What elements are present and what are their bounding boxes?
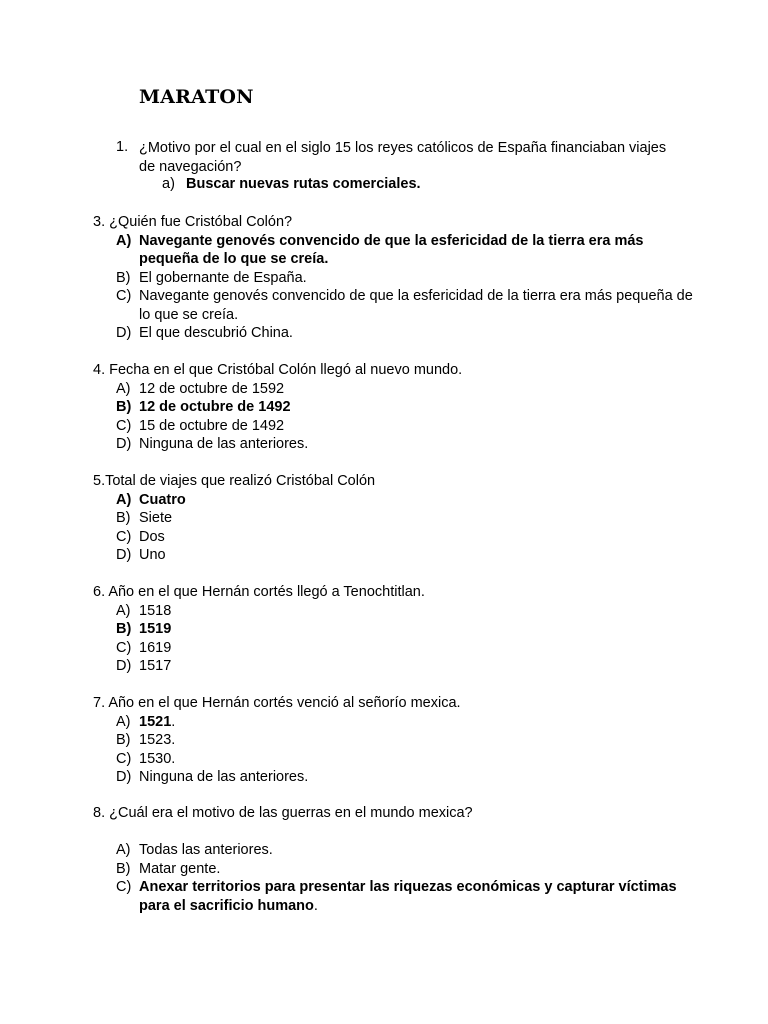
option-letter: B) — [116, 510, 131, 526]
question-7-option-d — [93, 768, 693, 787]
option-text: El gobernante de España. — [139, 269, 307, 286]
question-4-option-d — [93, 435, 693, 454]
option-letter: A) — [116, 380, 131, 397]
question-4-text: 4. Fecha en el que Cristóbal Colón llegó al nuevo mundo. — [93, 362, 463, 378]
option-text: Buscar nuevas rutas comerciales. — [186, 176, 421, 192]
option-letter: D) — [116, 658, 132, 674]
question-3-option-c — [93, 287, 693, 324]
option-text: Ninguna de las anteriores. — [139, 769, 309, 785]
option-text: 1523. — [139, 732, 176, 748]
question-3-option-b — [93, 269, 693, 288]
option-suffix: . — [313, 897, 318, 914]
question-7-option-b — [93, 731, 693, 750]
option-letter: C) — [116, 639, 132, 656]
question-8-text: 8. ¿Cuál era el motivo de las guerras en el mundo mexica? — [93, 805, 473, 821]
question-5-text: 5.Total de viajes que realizó Cristóbal Colón — [93, 473, 376, 489]
option-letter: B) — [116, 399, 132, 415]
option-suffix: . — [171, 713, 176, 730]
question-7 — [93, 694, 693, 787]
option-text: Dos — [139, 528, 165, 545]
option-letter: D) — [116, 547, 132, 563]
option-letter: C) — [116, 750, 132, 767]
option-letter: D) — [116, 436, 132, 452]
question-8 — [93, 804, 693, 915]
option-text: 1518 — [139, 602, 172, 619]
option-text: 12 de octubre de 1492 — [139, 399, 291, 415]
option-letter: D) — [116, 325, 132, 341]
option-text: 1619 — [139, 639, 172, 656]
question-3 — [93, 213, 693, 343]
option-text: Anexar territorios para presentar las riquezas económicas y capturar víctimas para el sacrificio humano — [139, 879, 677, 914]
question-7-option-c — [93, 750, 693, 769]
question-3-text: 3. ¿Quién fue Cristóbal Colón? — [93, 214, 293, 230]
question-4-option-c — [93, 417, 693, 436]
option-letter: C) — [116, 417, 132, 434]
question-6-text: 6. Año en el que Hernán cortés llegó a Tenochtitlan. — [93, 584, 425, 600]
question-7-option-a — [93, 713, 693, 732]
question-4 — [93, 361, 693, 454]
question-5-option-c — [93, 528, 693, 547]
option-letter: C) — [116, 288, 132, 304]
question-6-option-b — [93, 620, 693, 639]
option-text: 1521 — [139, 713, 172, 730]
option-text: Cuatro — [139, 491, 186, 508]
option-text: Siete — [139, 510, 173, 526]
option-letter: D) — [116, 769, 132, 785]
option-letter: B) — [116, 269, 131, 286]
option-letter: C) — [116, 528, 132, 545]
question-8-option-b — [93, 860, 693, 879]
spacer — [93, 823, 693, 842]
option-letter: A) — [116, 713, 131, 730]
question-7-text: 7. Año en el que Hernán cortés venció al señorío mexica. — [93, 695, 461, 711]
option-text: 1530. — [139, 750, 176, 767]
option-text: Matar gente. — [139, 860, 221, 877]
option-letter: a) — [162, 176, 175, 192]
option-text: 12 de octubre de 1592 — [139, 380, 285, 397]
option-text: Ninguna de las anteriores. — [139, 436, 309, 452]
question-6-option-d — [93, 657, 693, 676]
question-5-option-a — [93, 491, 693, 510]
question-3-option-a — [93, 232, 693, 269]
option-text: 1519 — [139, 621, 172, 637]
question-5-option-b — [93, 509, 693, 528]
question-4-option-a — [93, 380, 693, 399]
question-6-option-c — [93, 639, 693, 658]
question-4-option-b — [93, 398, 693, 417]
question-6-option-a — [93, 602, 693, 621]
option-letter: C) — [116, 879, 132, 895]
question-1-answer — [162, 176, 421, 192]
option-letter: A) — [116, 491, 132, 508]
option-text: El que descubrió China. — [139, 325, 293, 341]
option-letter: A) — [116, 232, 132, 249]
option-text: 15 de octubre de 1492 — [139, 417, 285, 434]
option-text: Navegante genovés convencido de que la esfericidad de la tierra era más pequeña de lo que se creía. — [139, 288, 693, 323]
question-8-option-a — [93, 841, 693, 860]
option-text: Navegante genovés convencido de que la esfericidad de la tierra era más pequeña de lo que se creía. — [139, 232, 644, 267]
question-1-number: 1. — [116, 139, 129, 155]
question-6 — [93, 583, 693, 676]
option-text: Uno — [139, 547, 166, 563]
document-title: MARATON — [139, 86, 254, 108]
option-letter: B) — [116, 732, 131, 748]
option-text: Todas las anteriores. — [139, 842, 273, 858]
option-text: 1517 — [139, 658, 172, 674]
question-1-text: ¿Motivo por el cual en el siglo 15 los reyes católicos de España financiaban viajes de navegación? — [139, 140, 667, 175]
question-5 — [93, 472, 693, 565]
option-letter: A) — [116, 842, 131, 858]
question-8-option-c — [93, 878, 693, 915]
option-letter: B) — [116, 860, 131, 877]
question-3-option-d — [93, 324, 693, 343]
option-letter: B) — [116, 621, 132, 637]
question-5-option-d — [93, 546, 693, 565]
option-letter: A) — [116, 602, 131, 619]
